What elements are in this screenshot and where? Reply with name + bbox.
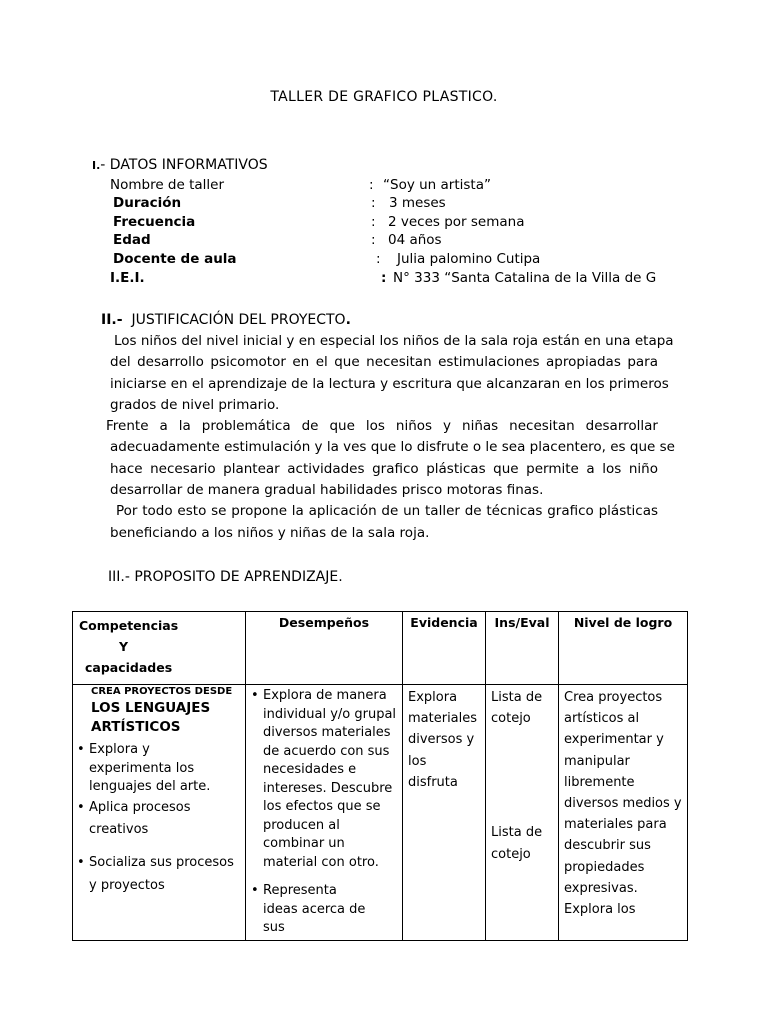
achievement-text: Crea proyectos artísticos al experimentar y manipular libremente diversos medios y materiales para descubrir sus propiedades expresivas. Explora los bbox=[564, 690, 682, 918]
header-ins-eval: Ins/Eval bbox=[486, 612, 559, 685]
learning-purpose-table bbox=[72, 611, 688, 941]
info-label: Edad bbox=[113, 232, 151, 248]
cell-competencias bbox=[73, 685, 246, 941]
section-heading-text: JUSTIFICACIÓN DEL PROYECTO bbox=[131, 312, 346, 328]
paragraph-line: hace necesario plantear actividades grafico plásticas que permite a los niño bbox=[110, 460, 658, 477]
cell-ins-eval bbox=[486, 685, 559, 941]
cell-evidencia bbox=[403, 685, 486, 941]
performance-item: • Explora de manera individual y/o grupal diversos materiales de acuerdo con sus necesidades e intereses. Descubre los efectos que se producen al combinar un material con otro. bbox=[251, 687, 399, 872]
competency-item: • Explora y experimenta los lenguajes del arte. bbox=[77, 741, 217, 797]
instrument-text: Lista de cotejo bbox=[491, 690, 543, 727]
header-desempenos: Desempeños bbox=[246, 612, 403, 685]
competency-heading: LOS LENGUAJES ARTÍSTICOS bbox=[91, 700, 211, 735]
info-value: “Soy un artista” bbox=[383, 177, 491, 193]
competency-item: • Socializa sus procesos y proyectos bbox=[77, 851, 237, 897]
info-value: 04 años bbox=[388, 232, 442, 248]
header-competencias bbox=[73, 612, 246, 685]
paragraph-line: grados de nivel primario. bbox=[110, 396, 280, 413]
header-nivel-logro: Nivel de logro bbox=[559, 612, 688, 685]
justification-paragraph bbox=[106, 331, 675, 544]
paragraph-line: Por todo esto se propone la aplicación de un taller de técnicas grafico plásticas bbox=[116, 503, 658, 520]
info-separator: : bbox=[381, 270, 387, 286]
cell-desempenos bbox=[246, 685, 403, 941]
paragraph-line: beneficiando a los niños y niñas de la sala roja. bbox=[110, 524, 430, 541]
header-text: capacidades bbox=[85, 660, 173, 675]
info-separator: : bbox=[369, 177, 374, 193]
paragraph-line: Frente a la problemática de que los niños y niñas necesitan desarrollar bbox=[106, 418, 658, 435]
section-roman-numeral: I. bbox=[92, 159, 101, 172]
section-roman-numeral: II.- bbox=[101, 312, 123, 328]
paragraph-line: del desarrollo psicomotor en el que necesitan estimulaciones apropiadas para bbox=[110, 354, 658, 371]
section-justificacion-heading bbox=[101, 312, 351, 328]
info-value: 3 meses bbox=[389, 195, 446, 211]
info-separator: : bbox=[376, 251, 381, 267]
section-datos-heading bbox=[92, 157, 268, 173]
info-value: N° 333 “Santa Catalina de la Villa de G bbox=[393, 270, 657, 286]
info-separator: : bbox=[371, 195, 376, 211]
competency-item: • Aplica procesos creativos bbox=[77, 797, 204, 841]
cell-nivel-logro bbox=[559, 685, 688, 941]
performance-item: • Representa ideas acerca de sus bbox=[251, 882, 373, 938]
table-row bbox=[73, 685, 688, 941]
info-separator: : bbox=[371, 232, 376, 248]
info-label: Nombre de taller bbox=[110, 177, 225, 193]
header-text: Competencias bbox=[79, 618, 179, 633]
heading-period: . bbox=[345, 312, 351, 328]
info-value: 2 veces por semana bbox=[388, 214, 525, 230]
section-proposito-heading: III.- PROPOSITO DE APRENDIZAJE. bbox=[108, 569, 343, 585]
paragraph-line: iniciarse en el aprendizaje de la lectura y escritura que alcanzaran en los primeros bbox=[110, 375, 669, 392]
info-separator: : bbox=[371, 214, 376, 230]
evidence-text: Explora materiales diversos y los disfruta bbox=[408, 690, 478, 790]
info-label: Frecuencia bbox=[113, 214, 196, 230]
paragraph-line: adecuadamente estimulación y la ves que lo disfrute o le sea placentero, es que se bbox=[110, 439, 675, 456]
info-label: Duración bbox=[113, 195, 182, 211]
table-header-row bbox=[73, 612, 688, 685]
competency-small-heading: CREA PROYECTOS DESDE bbox=[91, 686, 233, 697]
document-title: TALLER DE GRAFICO PLASTICO. bbox=[270, 89, 498, 105]
info-label: I.E.I. bbox=[110, 270, 145, 286]
paragraph-line: desarrollar de manera gradual habilidades prisco motoras finas. bbox=[110, 482, 544, 499]
paragraph-line: Los niños del nivel inicial y en especial los niños de la sala roja están en una etapa bbox=[114, 333, 674, 349]
section-heading-text: - DATOS INFORMATIVOS bbox=[100, 157, 268, 173]
header-text: Y bbox=[119, 639, 129, 654]
header-evidencia: Evidencia bbox=[403, 612, 486, 685]
info-label: Docente de aula bbox=[113, 251, 237, 267]
instrument-text: Lista de cotejo bbox=[491, 825, 543, 862]
info-value: Julia palomino Cutipa bbox=[397, 251, 541, 267]
